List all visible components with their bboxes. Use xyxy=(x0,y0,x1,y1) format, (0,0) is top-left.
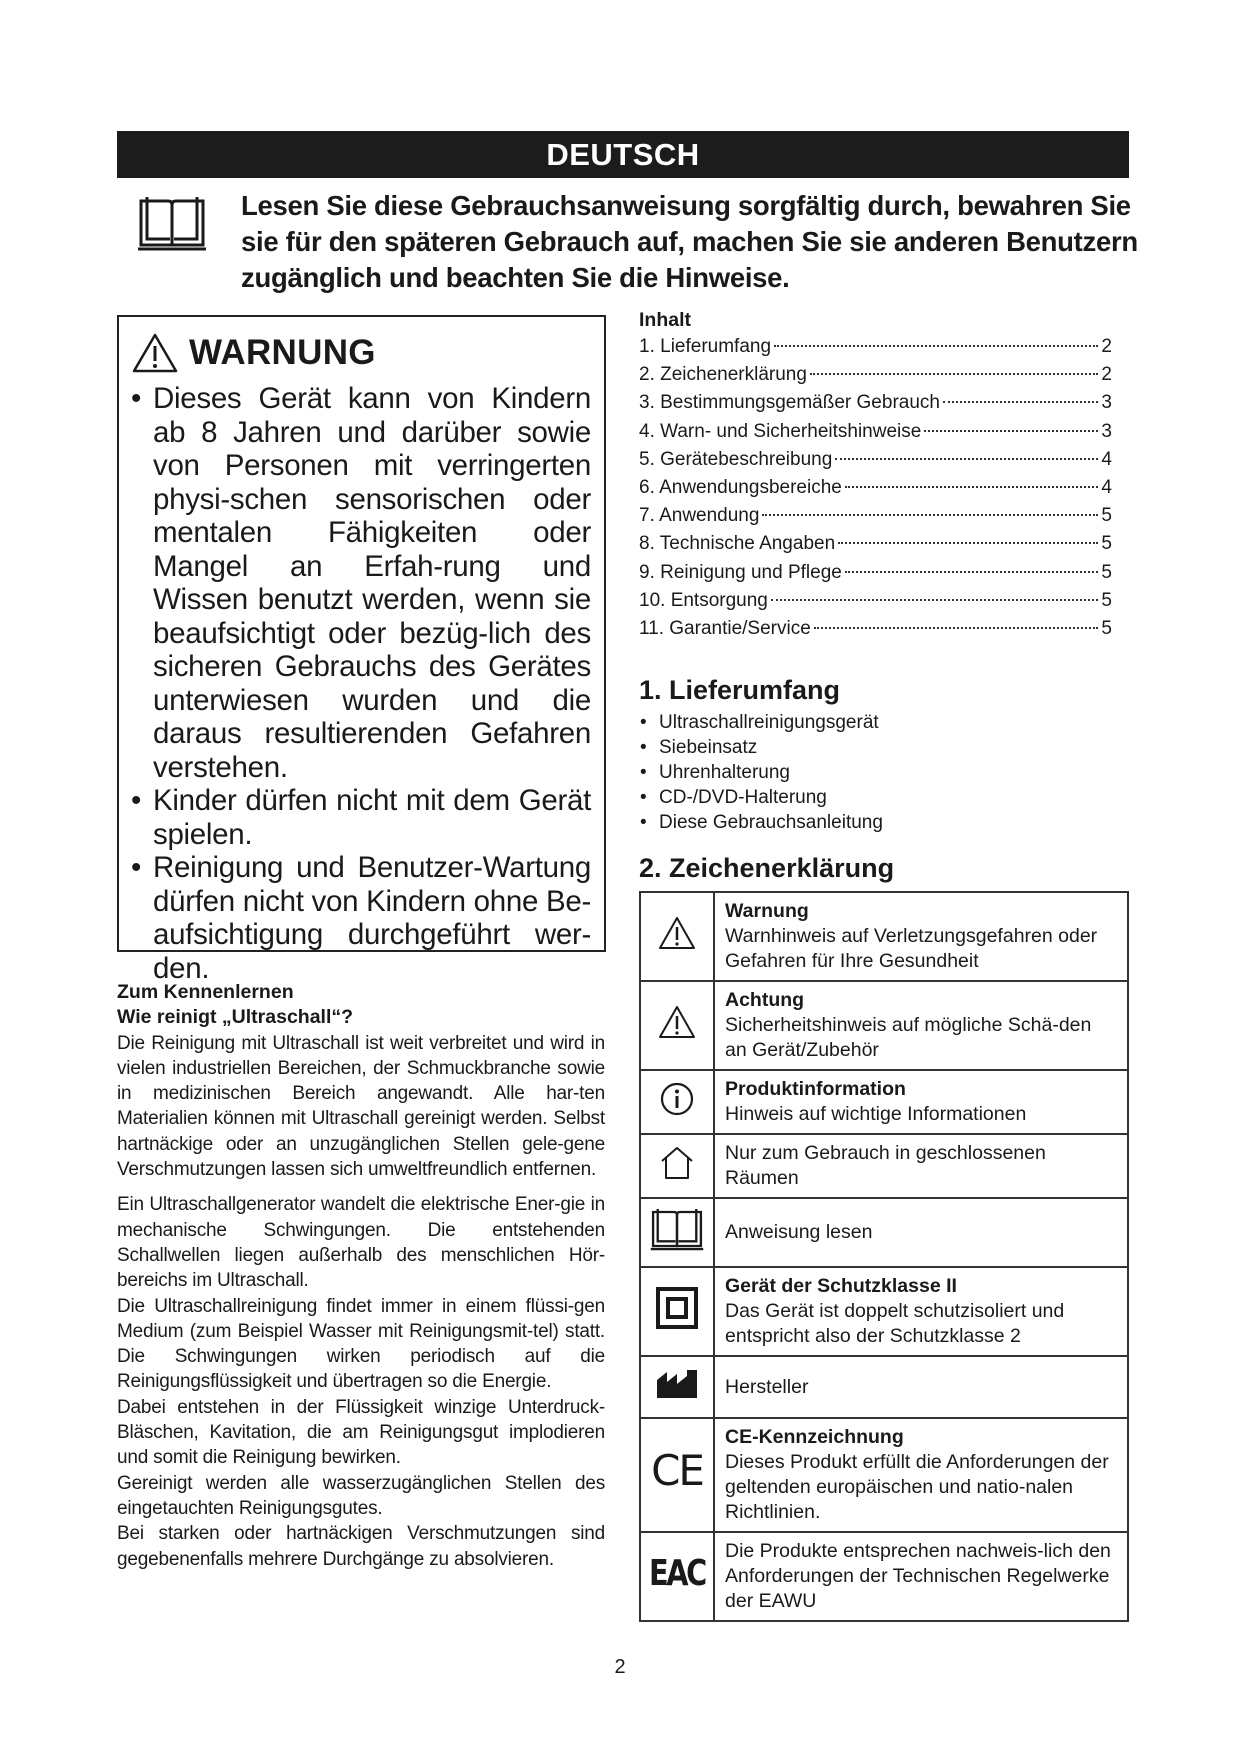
toc-page: 5 xyxy=(1101,505,1112,527)
table-row xyxy=(640,1134,1128,1198)
symbol-description xyxy=(714,1198,1128,1267)
paragraph: Die Reinigung mit Ultraschall ist weit verbreitet und wird in vielen industriellen Bereichen, der Schmuckbranche sowie in medizinischen Bereich angewandt. Alle har-ten Materialien können mit Ultraschall gereinigt werden. Selbst hartnäckige oder an unzugänglichen Stellen gele-gene Verschmutzungen lassen sich umweltfreundlich entfernen. xyxy=(117,1032,605,1181)
toc-label: 9. Reinigung und Pflege xyxy=(639,561,842,583)
section-title-symbols: 2. Zeichenerklärung xyxy=(639,853,895,884)
toc-page: 2 xyxy=(1101,364,1112,386)
ce-mark-icon: CE xyxy=(651,1446,703,1495)
warning-triangle-icon xyxy=(131,332,179,374)
toc-entry[interactable] xyxy=(639,418,1112,446)
list-item: • Siebeinsatz xyxy=(639,735,1129,760)
warning-item: • Reinigung und Benutzer-Wartung dürfen nicht von Kindern ohne Be-aufsichtigung durchgeführt wer-den. xyxy=(131,851,591,985)
paragraph: Ein Ultraschallgenerator wandelt die elektrische Ener-gie in mechanische Schwingungen. Die entstehenden Schallwellen liegen außerhalb des menschlichen Hör-bereichs im Ultraschall. xyxy=(117,1194,605,1292)
toc-title: Inhalt xyxy=(639,309,691,331)
section-subheading: Wie reinigt „Ultraschall“? xyxy=(117,1006,354,1029)
toc-label: 10. Entsorgung xyxy=(639,589,768,611)
toc-page: 5 xyxy=(1101,533,1112,555)
book-icon xyxy=(650,1207,704,1251)
symbol-cell xyxy=(640,1418,714,1532)
symbol-description xyxy=(714,892,1128,981)
table-row xyxy=(640,1070,1128,1134)
toc-label: 6. Anwendungsbereiche xyxy=(639,477,842,499)
language-banner: DEUTSCH xyxy=(117,131,1129,178)
warning-box xyxy=(117,315,606,985)
warning-title: WARNUNG xyxy=(189,333,376,372)
eac-mark-icon: EAC xyxy=(649,1553,705,1594)
symbol-description xyxy=(714,1070,1128,1134)
symbol-title: Gerät der Schutzklasse II xyxy=(725,1275,957,1297)
toc-label: 4. Warn- und Sicherheitshinweise xyxy=(639,420,922,442)
protection-class-2-icon xyxy=(655,1286,699,1330)
symbol-description xyxy=(714,1418,1128,1532)
intro-section xyxy=(117,980,605,1572)
paragraph: Die Ultraschallreinigung findet immer in einem flüssi-gen Medium (zum Beispiel Wasser mit Reinigungsmit-tel) statt. Die Schwingungen wirken periodisch auf die Reinigungsflüssigkeit und übertragen so die Energie. xyxy=(117,1295,605,1393)
symbol-cell xyxy=(640,1356,714,1418)
symbol-description xyxy=(714,1532,1128,1621)
symbol-description xyxy=(714,1356,1128,1418)
toc-page: 4 xyxy=(1101,448,1112,470)
page-number: 2 xyxy=(614,1656,626,1678)
toc-page: 3 xyxy=(1101,392,1112,414)
toc-label: 11. Garantie/Service xyxy=(639,618,811,640)
toc-label: 1. Lieferumfang xyxy=(639,336,772,357)
list-item: • Ultraschallreinigungsgerät xyxy=(639,710,1129,735)
toc-page: 5 xyxy=(1101,618,1112,640)
toc-entry[interactable] xyxy=(639,474,1112,502)
symbol-title: Warnung xyxy=(725,900,809,922)
toc-entry[interactable] xyxy=(639,587,1112,615)
toc-entry[interactable] xyxy=(639,530,1112,558)
symbol-description xyxy=(714,1267,1128,1356)
toc-page: 4 xyxy=(1101,477,1112,499)
paragraph: Gereinigt werden alle wasserzugänglichen Stellen des eingetauchten Reinigungsgutes. xyxy=(117,1472,605,1519)
symbol-title: CE-Kennzeichnung xyxy=(725,1426,904,1448)
symbol-text: Anweisung lesen xyxy=(725,1221,873,1243)
toc-entry[interactable] xyxy=(639,559,1112,587)
toc-entry[interactable] xyxy=(639,361,1112,389)
toc-page: 3 xyxy=(1101,420,1112,442)
toc-entry[interactable] xyxy=(639,446,1112,474)
toc-entry[interactable] xyxy=(639,389,1112,417)
paragraph: Bei starken oder hartnäckigen Verschmutzungen sind gegebenenfalls mehrere Durchgänge zu absolvieren. xyxy=(117,1523,605,1570)
symbol-text: Hersteller xyxy=(725,1375,809,1398)
symbol-description xyxy=(714,1134,1128,1198)
table-row xyxy=(640,981,1128,1070)
symbol-text: Dieses Produkt erfüllt die Anforderungen der geltenden europäischen und natio-nalen Richtlinien. xyxy=(725,1451,1109,1523)
table-row xyxy=(640,1532,1128,1621)
toc-label: 5. Gerätebeschreibung xyxy=(639,448,833,470)
symbol-text: Hinweis auf wichtige Informationen xyxy=(725,1103,1027,1125)
symbol-title: Produktinformation xyxy=(725,1078,906,1100)
symbol-title: Achtung xyxy=(725,989,805,1011)
symbol-cell xyxy=(640,1070,714,1134)
scope-list xyxy=(639,710,1129,835)
symbol-text: Das Gerät ist doppelt schutzisoliert und entspricht also der Schutzklasse 2 xyxy=(725,1300,1065,1347)
house-icon xyxy=(658,1144,696,1182)
toc-label: 3. Bestimmungsgemäßer Gebrauch xyxy=(639,392,940,414)
intro-instruction: Lesen Sie diese Gebrauchsanweisung sorgfältig durch, bewahren Sie sie für den späteren Gebrauch auf, machen Sie sie anderen Benutzern zugänglich und beachten Sie die Hinweise. xyxy=(241,190,1138,293)
table-row xyxy=(640,1418,1128,1532)
info-icon xyxy=(659,1081,695,1117)
list-item: • CD-/DVD-Halterung xyxy=(639,785,1129,810)
table-row xyxy=(640,892,1128,981)
table-row xyxy=(640,1198,1128,1267)
toc-entry[interactable] xyxy=(639,502,1112,530)
symbol-text: Nur zum Gebrauch in geschlossenen Räumen xyxy=(725,1142,1046,1189)
toc-page: 5 xyxy=(1101,589,1112,611)
symbol-text: Die Produkte entsprechen nachweis-lich den Anforderungen der Technischen Regelwerke der EAWU xyxy=(725,1540,1111,1612)
symbol-text: Sicherheitshinweis auf mögliche Schä-den an Gerät/Zubehör xyxy=(725,1014,1092,1061)
list-item: • Diese Gebrauchsanleitung xyxy=(639,810,1129,835)
section-title-scope: 1. Lieferumfang xyxy=(639,675,841,706)
section-heading: Zum Kennenlernen xyxy=(117,981,294,1003)
symbol-text: Warnhinweis auf Verletzungsgefahren oder Gefahren für Ihre Gesundheit xyxy=(725,925,1098,972)
symbol-cell xyxy=(640,1198,714,1267)
symbol-cell xyxy=(640,981,714,1070)
symbol-cell xyxy=(640,892,714,981)
toc-label: 2. Zeichenerklärung xyxy=(639,364,807,386)
right-column xyxy=(639,308,1129,884)
manufacturer-icon xyxy=(655,1368,699,1400)
toc-label: 7. Anwendung xyxy=(639,505,760,527)
toc-page: 5 xyxy=(1101,561,1112,583)
symbol-table xyxy=(639,891,1129,1622)
symbol-cell xyxy=(640,1134,714,1198)
toc-label: 8. Technische Angaben xyxy=(639,533,836,555)
symbol-cell xyxy=(640,1267,714,1356)
toc-entry[interactable] xyxy=(639,615,1112,643)
warning-list xyxy=(131,382,591,985)
table-of-contents xyxy=(639,333,1129,643)
table-row xyxy=(640,1267,1128,1356)
toc-page: 2 xyxy=(1101,336,1112,357)
warning-header xyxy=(131,332,376,374)
warning-item: • Dieses Gerät kann von Kindern ab 8 Jahren und darüber sowie von Personen mit verringerten physi-schen sensorischen oder mentalen Fähigkeiten oder Mangel an Erfah-rung und Wissen benutzt werden, wenn sie beaufsichtigt oder bezüg-lich des sicheren Gebrauchs des Gerätes unterwiesen wurden und die daraus resultierenden Gefahren verstehen. xyxy=(131,382,591,784)
table-row xyxy=(640,1356,1128,1418)
list-item: • Uhrenhalterung xyxy=(639,760,1129,785)
symbol-cell xyxy=(640,1532,714,1621)
toc-entry[interactable] xyxy=(639,333,1112,361)
warning-item: • Kinder dürfen nicht mit dem Gerät spielen. xyxy=(131,784,591,851)
book-icon xyxy=(137,195,207,256)
warning-triangle-icon xyxy=(657,915,697,951)
symbol-description xyxy=(714,981,1128,1070)
paragraph: Dabei entstehen in der Flüssigkeit winzige Unterdruck-Bläschen, Kavitation, die am Reinigungsgut implodieren und somit die Reinigung bewirken. xyxy=(117,1396,605,1469)
caution-triangle-icon xyxy=(657,1004,697,1040)
